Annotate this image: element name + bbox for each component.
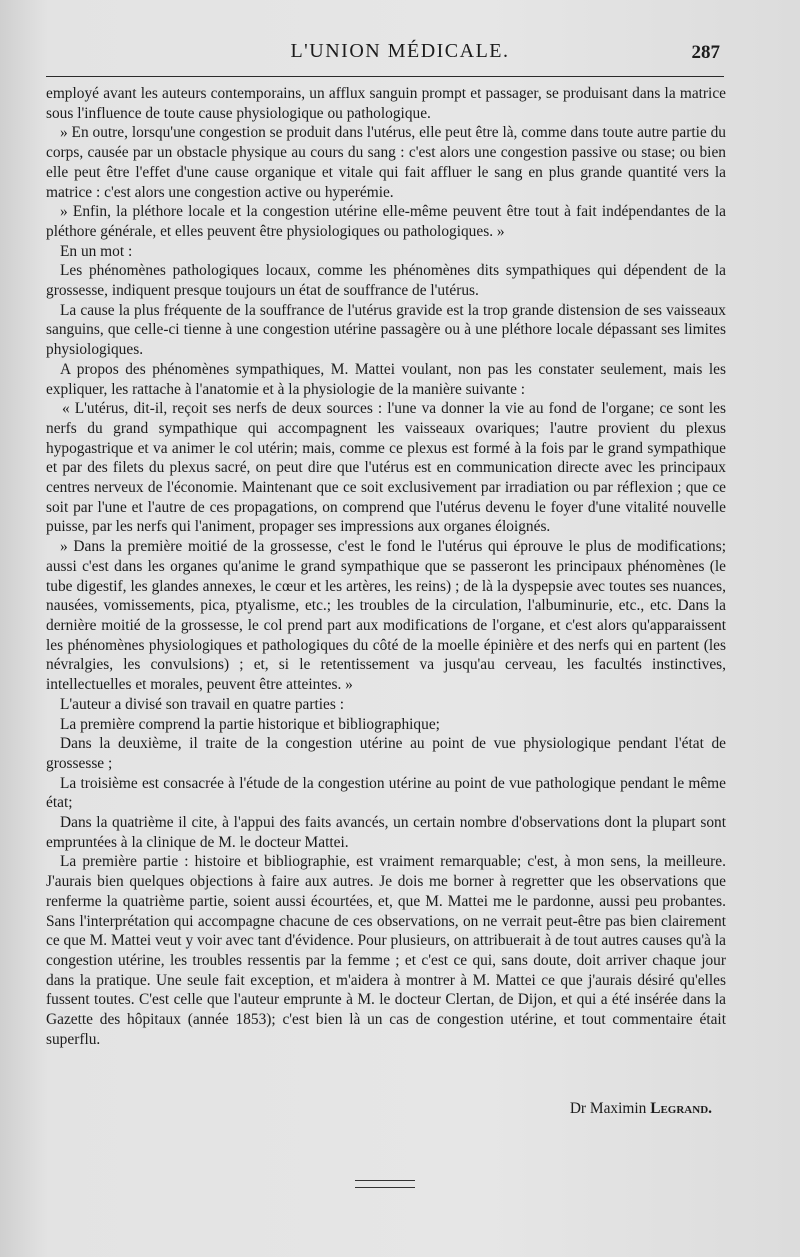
paragraph: La cause la plus fréquente de la souffrance de l'utérus gravide est la trop grande distension de ses vaisseaux sanguins, que celle-ci tienne à une congestion utérine passagère ou à une pléthore locale dépassant ses limites physiologiques. bbox=[46, 301, 726, 359]
paragraph: En un mot : bbox=[60, 242, 133, 260]
paragraph: La première partie : histoire et bibliographie, est vraiment remarquable; c'est, à mon sens, la meilleure. J'aurais bien quelques objections à faire aux autres. Je dois me borner à regretter que les observations que renferme la quatrième partie, soient aussi écourtées, et, que M. Mattei me le pardonne, aussi peu probantes. Sans l'interprétation qui accompagne chacune de ces observations, on ne verrait peut-être pas bien clairement ce que M. Mattei veut y voir avec tant d'évidence. Pour plusieurs, on attribuerait à de tout autres causes qu'à la congestion utérine, les troubles ressentis par la femme ; et c'est ce qui, sans doute, doit arriver chaque jour dans la pratique. Une seule fait exception, et m'aidera à montrer à M. Mattei ce que j'aurais désiré qu'elles fussent toutes. C'est celle que l'auteur emprunte à M. le docteur Clertan, de Dijon, et qui a été insérée dans la Gazette des hôpitaux (année 1853); c'est bien là un cas de congestion utérine, et tout commentaire était superflu. bbox=[46, 853, 726, 1048]
paragraph: A propos des phénomènes sympathiques, M. Mattei voulant, non pas les constater seulement, mais les expliquer, les rattache à l'anatomie et à la physiologie de la manière suivante : bbox=[46, 360, 726, 398]
author-signature bbox=[570, 1100, 712, 1118]
paragraph: La première comprend la partie historique et bibliographique; bbox=[60, 715, 440, 733]
paragraph: Dans la deuxième, il traite de la congestion utérine au point de vue physiologique pendant l'état de grossesse ; bbox=[46, 735, 726, 772]
paragraph: La troisième est consacrée à l'étude de la congestion utérine au point de vue pathologique pendant le même état; bbox=[46, 774, 726, 812]
paragraph: L'auteur a divisé son travail en quatre parties : bbox=[60, 695, 344, 713]
closing-ornament bbox=[355, 1180, 415, 1188]
article-body bbox=[46, 84, 726, 1049]
paragraph: Dans la quatrième il cite, à l'appui des faits avancés, un certain nombre d'observations dont la plupart sont empruntées à la clinique de M. le docteur Mattei. bbox=[46, 814, 726, 851]
header-rule bbox=[46, 76, 724, 77]
page-header bbox=[0, 40, 800, 70]
paragraph: « L'utérus, dit-il, reçoit ses nerfs de deux sources : l'une va donner la vie au fond de l'organe; ce sont les nerfs du grand sympathique qui accompagnent les vaisseaux ovariques; l'autre provient du plexus hypogastrique et va animer le col utérin; mais, comme ce plexus est formé à la fois par le grand sympathique et par des filets du plexus sacré, on peut dire que l'utérus est en communication directe avec les principaux centres nerveux de l'économie. Maintenant que ce soit exclusivement par irradiation ou par réflexion ; que ce soit par l'une et l'autre de ces propagations, on comprend que l'utérus devenu le foyer d'une vitalité nouvelle puisse, par les nerfs qui l'animent, propager ses impressions aux organes éloignés. bbox=[46, 400, 726, 536]
paragraph: » En outre, lorsqu'une congestion se produit dans l'utérus, elle peut être là, comme dans toute autre partie du corps, causée par un obstacle physique au cours du sang : c'est alors une congestion passive ou stase; ou bien elle peut être l'effet d'une cause organique et vitale qui fait affluer le sang en plus grande quantité vers la matrice : c'est alors une congestion active ou hyperémie. bbox=[46, 124, 726, 201]
running-title: L'UNION MÉDICALE. bbox=[290, 40, 510, 62]
paragraph: employé avant les auteurs contemporains, un afflux sanguin prompt et passager, se produisant dans la matrice sous l'influence de toute cause physiologique ou pathologique. bbox=[46, 85, 726, 122]
page-number: 287 bbox=[691, 42, 720, 63]
paragraph: Les phénomènes pathologiques locaux, comme les phénomènes dits sympathiques qui dépendent de la grossesse, indiquent presque toujours un état de souffrance de l'utérus. bbox=[46, 262, 726, 300]
signature-surname: Legrand. bbox=[650, 1100, 712, 1117]
paragraph: » Dans la première moitié de la grossesse, c'est le fond le l'utérus qui éprouve le plus de modifications; aussi c'est dans les organes qu'anime le grand sympathique que se passeront les principaux phénomènes (le tube digestif, les glandes annexes, le cœur et les artères, les reins) ; de là la dyspepsie avec toutes ses nuances, nausées, vomissements, pica, ptyalisme, etc.; les troubles de la circulation, l'albuminurie, etc., etc. Dans la dernière moitié de la grossesse, le col prend part aux modifications de l'organe, et c'est alors qu'apparaissent les phénomènes physiologiques et pathologiques du côté de la moelle épinière et des nerfs qui en partent (les névralgies, les convulsions) ; et, si le retentissement va jusqu'au cerveau, les facultés instinctives, intellectuelles et morales, peuvent être atteintes. » bbox=[46, 538, 726, 694]
paragraph: » Enfin, la pléthore locale et la congestion utérine elle-même peuvent être tout à fait indépendantes de la pléthore générale, et elles peuvent être physiologiques ou pathologiques. » bbox=[46, 203, 726, 240]
signature-prefix: Dr Maximin bbox=[569, 1100, 647, 1117]
